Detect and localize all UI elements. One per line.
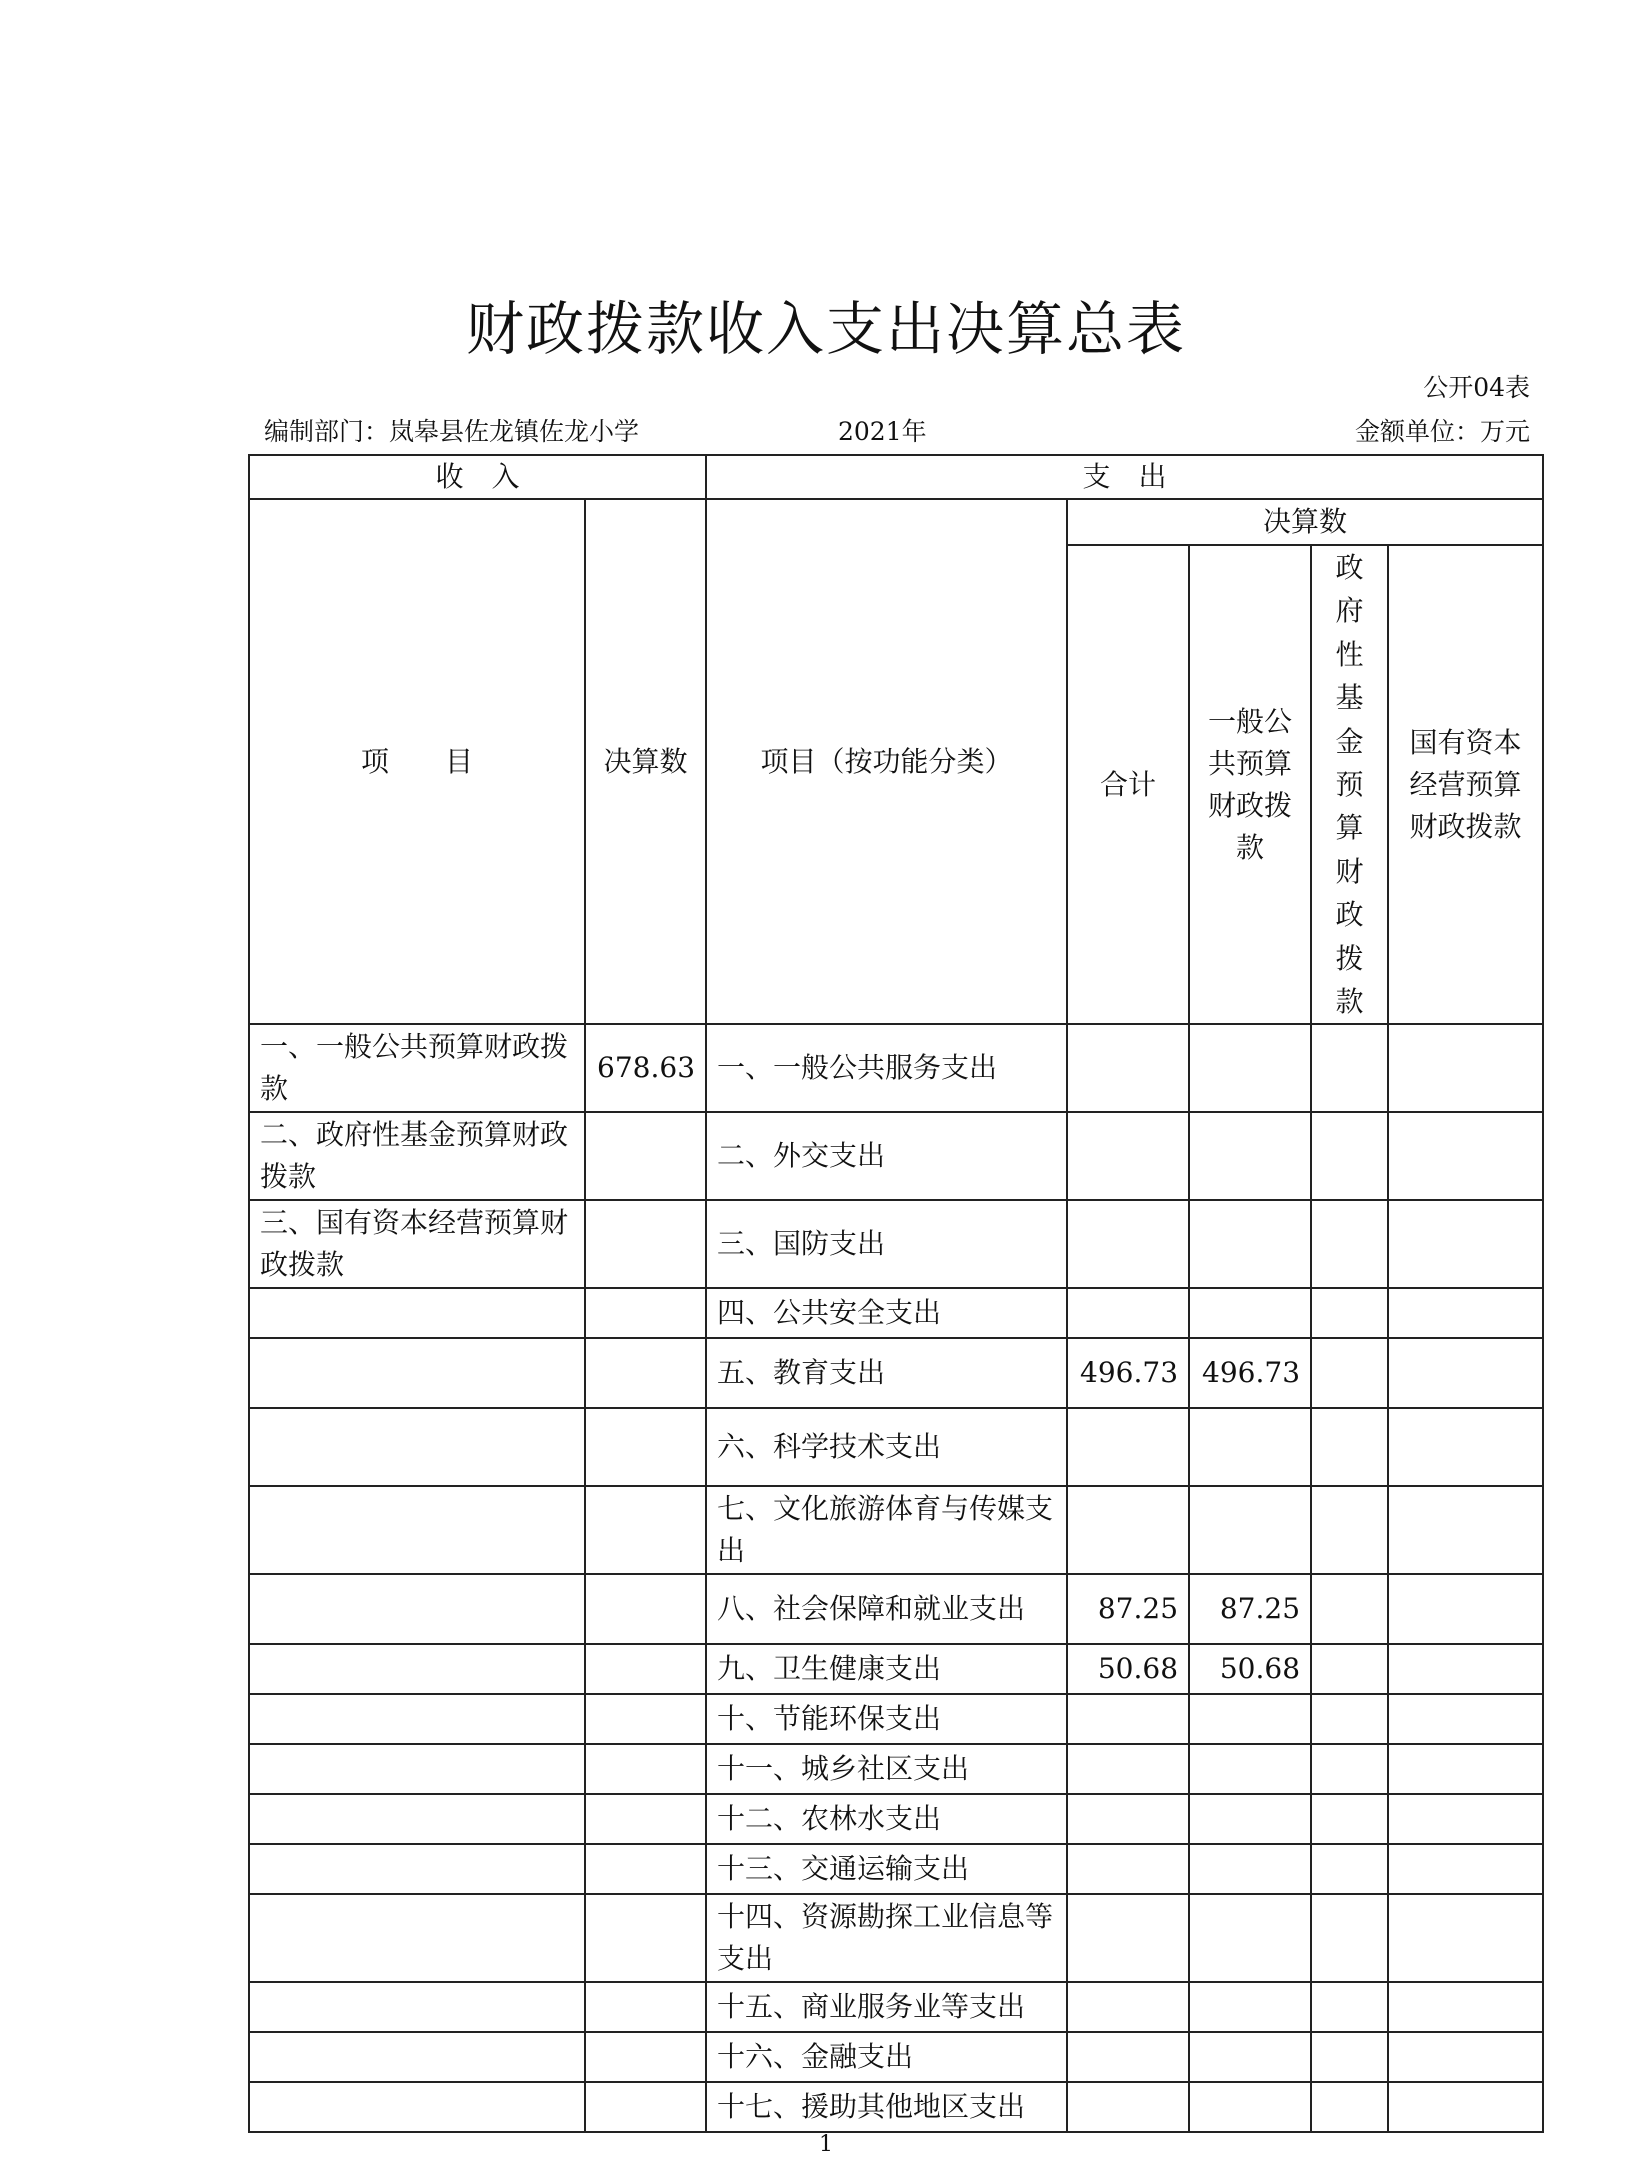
page-title: 财政拨款收入支出决算总表 <box>465 295 1186 363</box>
income-item-cell <box>249 1794 585 1844</box>
income-value-cell <box>585 1338 706 1408</box>
expense-item-cell: 九、卫生健康支出 <box>706 1644 1067 1694</box>
expense-state-capital-cell <box>1388 1794 1543 1844</box>
income-item-cell <box>249 1574 585 1644</box>
form-code: 公开04表 <box>1423 373 1530 402</box>
table-row <box>249 1844 1543 1894</box>
expense-general-budget-cell <box>1189 2082 1311 2132</box>
table-row <box>249 2082 1543 2132</box>
expense-total-cell <box>1067 1408 1189 1486</box>
income-value-cell <box>585 1486 706 1574</box>
expense-general-budget-cell <box>1189 1024 1311 1112</box>
expense-total-cell <box>1067 1694 1189 1744</box>
table-row <box>249 1694 1543 1744</box>
expense-general-budget-cell <box>1189 1794 1311 1844</box>
expense-item-cell: 八、社会保障和就业支出 <box>706 1574 1067 1644</box>
table-row <box>249 1338 1543 1408</box>
expense-item-cell: 十七、援助其他地区支出 <box>706 2082 1067 2132</box>
col-header-total: 合计 <box>1067 545 1189 1024</box>
expense-gov-fund-cell <box>1311 1408 1388 1486</box>
expense-state-capital-cell <box>1388 1288 1543 1338</box>
expense-gov-fund-cell <box>1311 1024 1388 1112</box>
table-row <box>249 1744 1543 1794</box>
col-header-item-function: 项目（按功能分类） <box>706 499 1067 1024</box>
income-value-cell <box>585 1200 706 1288</box>
expense-state-capital-cell <box>1388 1338 1543 1408</box>
expense-header: 支 出 <box>706 455 1543 499</box>
expense-gov-fund-cell <box>1311 1982 1388 2032</box>
table-row <box>249 1408 1543 1486</box>
expense-gov-fund-cell <box>1311 1338 1388 1408</box>
income-item-cell <box>249 1338 585 1408</box>
header-row-1 <box>249 455 1543 499</box>
income-value-cell <box>585 1794 706 1844</box>
expense-general-budget-cell <box>1189 1894 1311 1982</box>
table-row <box>249 1794 1543 1844</box>
income-item-cell <box>249 1694 585 1744</box>
table-row <box>249 1112 1543 1200</box>
income-value-cell <box>585 1982 706 2032</box>
income-value-cell <box>585 1408 706 1486</box>
col-group-juesuan: 决算数 <box>1067 499 1543 545</box>
income-value-cell <box>585 1844 706 1894</box>
expense-state-capital-cell <box>1388 1112 1543 1200</box>
table-row <box>249 1024 1543 1112</box>
expense-item-cell: 十五、商业服务业等支出 <box>706 1982 1067 2032</box>
expense-item-cell: 十二、农林水支出 <box>706 1794 1067 1844</box>
expense-total-cell <box>1067 2032 1189 2082</box>
income-item-cell <box>249 1844 585 1894</box>
expense-item-cell: 十六、金融支出 <box>706 2032 1067 2082</box>
income-value-cell <box>585 1112 706 1200</box>
expense-gov-fund-cell <box>1311 1694 1388 1744</box>
expense-item-cell: 十四、资源勘探工业信息等支出 <box>706 1894 1067 1982</box>
expense-state-capital-cell <box>1388 1200 1543 1288</box>
col-header-general-budget: 一般公共预算财政拨款 <box>1189 545 1311 1024</box>
expense-gov-fund-cell <box>1311 1574 1388 1644</box>
table-row <box>249 1982 1543 2032</box>
expense-state-capital-cell <box>1388 1408 1543 1486</box>
expense-general-budget-cell <box>1189 1694 1311 1744</box>
expense-total-cell <box>1067 1982 1189 2032</box>
income-item-cell <box>249 2032 585 2082</box>
expense-item-cell: 三、国防支出 <box>706 1200 1067 1288</box>
income-value-cell <box>585 2032 706 2082</box>
expense-gov-fund-cell <box>1311 1200 1388 1288</box>
expense-gov-fund-cell <box>1311 2032 1388 2082</box>
compiling-department: 编制部门：岚皋县佐龙镇佐龙小学 <box>264 417 640 446</box>
expense-state-capital-cell <box>1388 1644 1543 1694</box>
expense-item-cell: 十、节能环保支出 <box>706 1694 1067 1744</box>
expense-total-cell: 87.25 <box>1067 1574 1189 1644</box>
expense-item-cell: 一、一般公共服务支出 <box>706 1024 1067 1112</box>
income-item-cell <box>249 1982 585 2032</box>
table-row <box>249 1574 1543 1644</box>
expense-total-cell <box>1067 1794 1189 1844</box>
expense-general-budget-cell <box>1189 1844 1311 1894</box>
col-header-state-capital: 国有资本经营预算财政拨款 <box>1388 545 1543 1024</box>
income-value-cell <box>585 2082 706 2132</box>
income-value-cell <box>585 1894 706 1982</box>
expense-item-cell: 六、科学技术支出 <box>706 1408 1067 1486</box>
income-value-cell: 678.63 <box>585 1024 706 1112</box>
expense-general-budget-cell: 496.73 <box>1189 1338 1311 1408</box>
income-value-cell <box>585 1744 706 1794</box>
income-item-cell <box>249 1408 585 1486</box>
col-header-juesuan: 决算数 <box>585 499 706 1024</box>
expense-total-cell <box>1067 1200 1189 1288</box>
table-row <box>249 2032 1543 2082</box>
expense-item-cell: 七、文化旅游体育与传媒支出 <box>706 1486 1067 1574</box>
income-item-cell: 一、一般公共预算财政拨款 <box>249 1024 585 1112</box>
expense-gov-fund-cell <box>1311 1894 1388 1982</box>
expense-general-budget-cell <box>1189 1112 1311 1200</box>
expense-total-cell <box>1067 1112 1189 1200</box>
expense-general-budget-cell <box>1189 1200 1311 1288</box>
expense-total-cell <box>1067 1844 1189 1894</box>
expense-general-budget-cell: 87.25 <box>1189 1574 1311 1644</box>
expense-general-budget-cell <box>1189 1744 1311 1794</box>
table-row <box>249 1644 1543 1694</box>
amount-unit: 金额单位：万元 <box>1354 417 1530 446</box>
expense-item-cell: 十一、城乡社区支出 <box>706 1744 1067 1794</box>
report-year: 2021年 <box>838 417 927 446</box>
expense-state-capital-cell <box>1388 1486 1543 1574</box>
income-value-cell <box>585 1574 706 1644</box>
page-number: 1 <box>819 2132 833 2157</box>
income-value-cell <box>585 1644 706 1694</box>
expense-state-capital-cell <box>1388 2032 1543 2082</box>
expense-total-cell: 50.68 <box>1067 1644 1189 1694</box>
budget-table <box>248 454 1544 2133</box>
expense-total-cell: 496.73 <box>1067 1338 1189 1408</box>
expense-state-capital-cell <box>1388 1744 1543 1794</box>
expense-item-cell: 五、教育支出 <box>706 1338 1067 1408</box>
expense-gov-fund-cell <box>1311 1744 1388 1794</box>
expense-gov-fund-cell <box>1311 1288 1388 1338</box>
income-item-cell <box>249 1486 585 1574</box>
col-header-item: 项 目 <box>249 499 585 1024</box>
income-item-cell <box>249 2082 585 2132</box>
expense-general-budget-cell <box>1189 1408 1311 1486</box>
expense-state-capital-cell <box>1388 1024 1543 1112</box>
gov-fund-vertical-text: 政府性基金预算财政拨款 <box>1335 551 1364 1018</box>
expense-state-capital-cell <box>1388 1844 1543 1894</box>
table-row <box>249 1894 1543 1982</box>
income-value-cell <box>585 1288 706 1338</box>
expense-state-capital-cell <box>1388 2082 1543 2132</box>
expense-gov-fund-cell <box>1311 1644 1388 1694</box>
expense-item-cell: 二、外交支出 <box>706 1112 1067 1200</box>
table-row <box>249 1486 1543 1574</box>
expense-state-capital-cell <box>1388 1574 1543 1644</box>
table-row <box>249 1200 1543 1288</box>
income-item-cell: 二、政府性基金预算财政拨款 <box>249 1112 585 1200</box>
expense-gov-fund-cell <box>1311 1112 1388 1200</box>
expense-gov-fund-cell <box>1311 1794 1388 1844</box>
expense-state-capital-cell <box>1388 1694 1543 1744</box>
expense-gov-fund-cell <box>1311 1486 1388 1574</box>
income-item-cell: 三、国有资本经营预算财政拨款 <box>249 1200 585 1288</box>
income-item-cell <box>249 1644 585 1694</box>
income-item-cell <box>249 1744 585 1794</box>
expense-state-capital-cell <box>1388 1982 1543 2032</box>
table-row <box>249 1288 1543 1338</box>
expense-item-cell: 四、公共安全支出 <box>706 1288 1067 1338</box>
expense-general-budget-cell <box>1189 1288 1311 1338</box>
income-item-cell <box>249 1894 585 1982</box>
expense-state-capital-cell <box>1388 1894 1543 1982</box>
expense-total-cell <box>1067 1894 1189 1982</box>
col-header-gov-fund <box>1311 545 1388 1024</box>
expense-total-cell <box>1067 2082 1189 2132</box>
expense-general-budget-cell <box>1189 1486 1311 1574</box>
header-row-2 <box>249 499 1543 545</box>
expense-total-cell <box>1067 1024 1189 1112</box>
expense-total-cell <box>1067 1486 1189 1574</box>
income-value-cell <box>585 1694 706 1744</box>
expense-total-cell <box>1067 1744 1189 1794</box>
expense-total-cell <box>1067 1288 1189 1338</box>
expense-item-cell: 十三、交通运输支出 <box>706 1844 1067 1894</box>
expense-general-budget-cell: 50.68 <box>1189 1644 1311 1694</box>
expense-gov-fund-cell <box>1311 2082 1388 2132</box>
expense-general-budget-cell <box>1189 1982 1311 2032</box>
income-item-cell <box>249 1288 585 1338</box>
expense-gov-fund-cell <box>1311 1844 1388 1894</box>
expense-general-budget-cell <box>1189 2032 1311 2082</box>
income-header: 收 入 <box>249 455 706 499</box>
